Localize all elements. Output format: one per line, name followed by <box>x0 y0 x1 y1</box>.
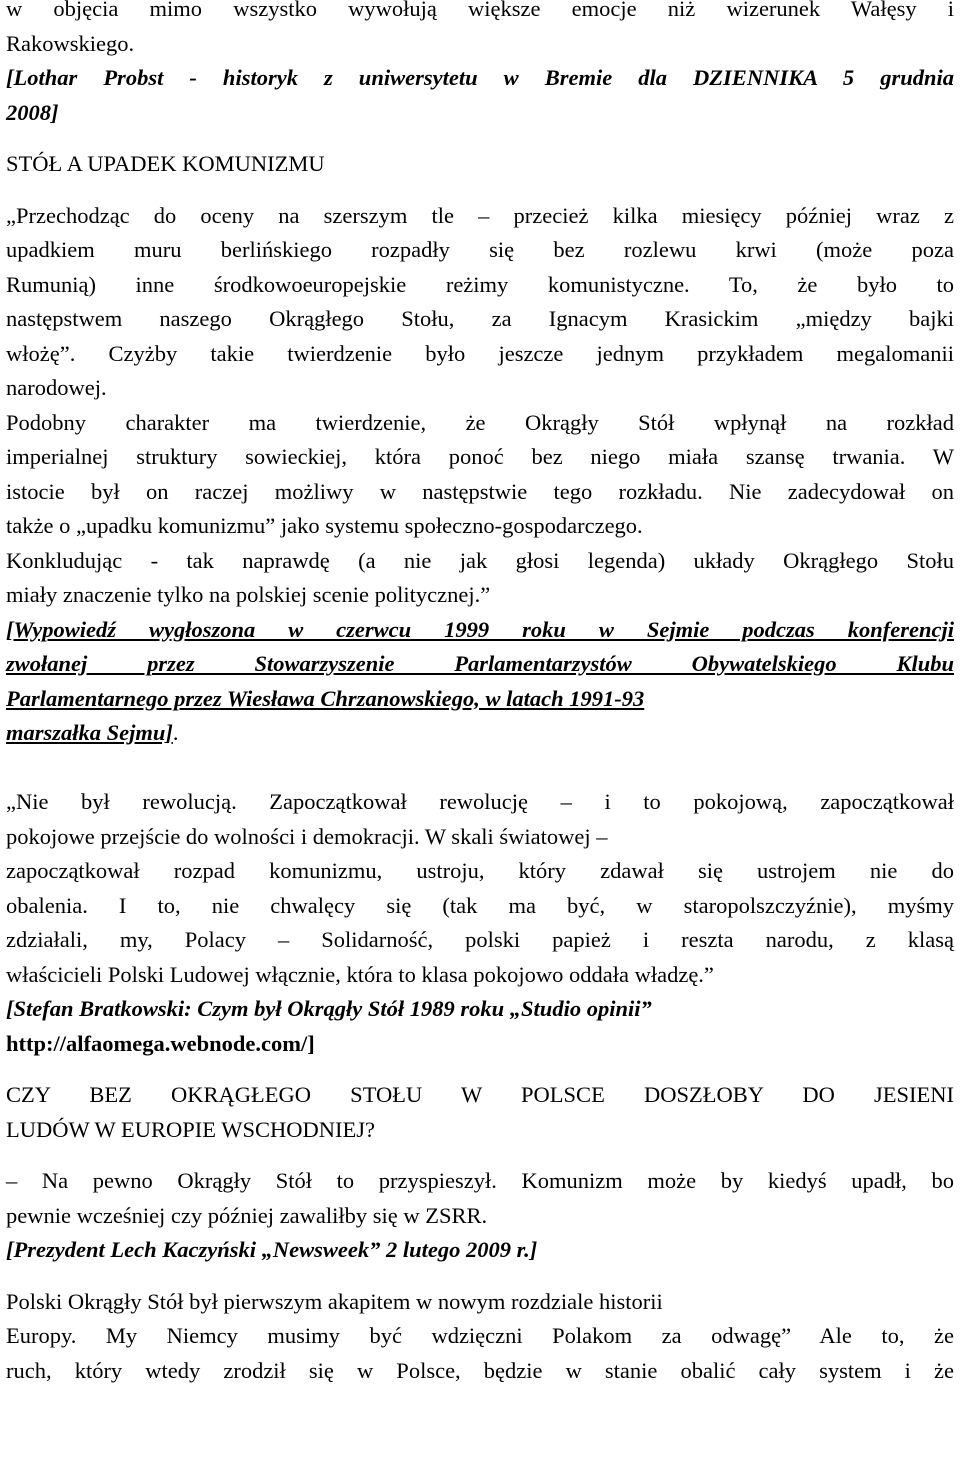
paragraph-line: zapoczątkował rozpad komunizmu, ustroju, który zdawał się ustrojem nie do <box>6 858 954 883</box>
paragraph-line: Polski Okrągły Stół był pierwszym akapitem w nowym rozdziale historii <box>6 1288 663 1314</box>
source-citation-sejm: [Wypowiedź wygłoszona w czerwcu 1999 roku w Sejmie podczas konferencji <box>6 616 954 642</box>
source-citation-sejm-text: marszałka Sejmu] <box>6 720 173 745</box>
paragraph-line: Podobny charakter ma twierdzenie, że Okrągły Stół wpłynął na rozkład <box>6 409 954 435</box>
paragraph-line: pokojowe przejście do wolności i demokracji. W skali światowej – <box>6 823 608 849</box>
source-citation-probst: [Lothar Probst - historyk z uniwersytetu w Bremie dla DZIENNIKA 5 grudnia <box>6 65 954 90</box>
source-citation-kaczynski: [Prezydent Lech Kaczyński „Newsweek” 2 lutego 2009 r.] <box>6 1237 538 1262</box>
intro-line: w objęcia mimo wszystko wywołują większe emocje niż wizerunek Wałęsy i <box>6 0 954 21</box>
paragraph-line: Europy. My Niemcy musimy być wdzięczni Polakom za odwagę” Ale to, że <box>6 1323 954 1348</box>
source-citation-bratkowski-url: http://alfaomega.webnode.com/] <box>6 1030 315 1056</box>
paragraph-line: pewnie wcześniej czy później zawaliłby się w ZSRR. <box>6 1202 488 1228</box>
paragraph-line: zdziałali, my, Polacy – Solidarność, polski papież i reszta narodu, z klasą <box>6 927 954 952</box>
source-citation-probst: 2008] <box>6 99 59 125</box>
section-heading-jesien-ludow: LUDÓW W EUROPIE WSCHODNIEJ? <box>6 1116 375 1142</box>
paragraph-line: „Nie był rewolucją. Zapoczątkował rewolucję – i to pokojową, zapoczątkował <box>6 789 954 814</box>
section-heading-stol-a-upadek: STÓŁ A UPADEK KOMUNIZMU <box>6 151 325 176</box>
paragraph-line: włożę”. Czyżby takie twierdzenie było jeszcze jednym przykładem megalomanii <box>6 340 954 366</box>
paragraph-line: imperialnej struktury sowieckiej, która ponoć bez niego miała szansę trwania. W <box>6 444 954 469</box>
paragraph-line: – Na pewno Okrągły Stół to przyspieszył. Komunizm może by kiedyś upadł, bo <box>6 1168 954 1193</box>
paragraph-line: upadkiem muru berlińskiego rozpadły się bez rozlewu krwi (może poza <box>6 237 954 262</box>
paragraph-line: następstwem naszego Okrągłego Stołu, za Ignacym Krasickim „między bajki <box>6 306 954 331</box>
source-citation-sejm-period: . <box>172 720 179 745</box>
document-page <box>6 0 954 1388</box>
paragraph-line: Rumunią) inne środkowoeuropejskie reżimy komunistyczne. To, że było to <box>6 271 954 297</box>
source-citation-sejm: zwołanej przez Stowarzyszenie Parlamentarzystów Obywatelskiego Klubu <box>6 651 954 676</box>
source-citation-bratkowski: [Stefan Bratkowski: Czym był Okrągły Stół 1989 roku „Studio opinii” <box>6 996 652 1021</box>
paragraph-line: właścicieli Polski Ludowej włącznie, która to klasa pokojowo oddała władzę.” <box>6 961 714 987</box>
paragraph-line: także o „upadku komunizmu” jako systemu społeczno-gospodarczego. <box>6 513 643 538</box>
source-citation-sejm: Parlamentarnego przez Wiesława Chrzanowskiego, w latach 1991-93 <box>6 685 645 711</box>
paragraph-line: miały znaczenie tylko na polskiej scenie politycznej.” <box>6 582 491 607</box>
paragraph-line: istocie był on raczej możliwy w następstwie tego rozkładu. Nie zadecydował on <box>6 478 954 504</box>
intro-line: Rakowskiego. <box>6 30 135 56</box>
paragraph-line: ruch, który wtedy zrodził się w Polsce, będzie w stanie obalić cały system i że <box>6 1357 954 1383</box>
source-citation-sejm-line <box>6 716 954 751</box>
paragraph-line: „Przechodząc do oceny na szerszym tle – przecież kilka miesięcy później wraz z <box>6 202 954 228</box>
paragraph-line: obalenia. I to, nie chwalęcy się (tak ma być, w staropolszczyźnie), myśmy <box>6 892 954 918</box>
paragraph-line: narodowej. <box>6 375 107 400</box>
section-heading-jesien-ludow: CZY BEZ OKRĄGŁEGO STOŁU W POLSCE DOSZŁOBY DO JESIENI <box>6 1082 954 1107</box>
paragraph-line: Konkludując - tak naprawdę (a nie jak głosi legenda) układy Okrągłego Stołu <box>6 547 954 573</box>
